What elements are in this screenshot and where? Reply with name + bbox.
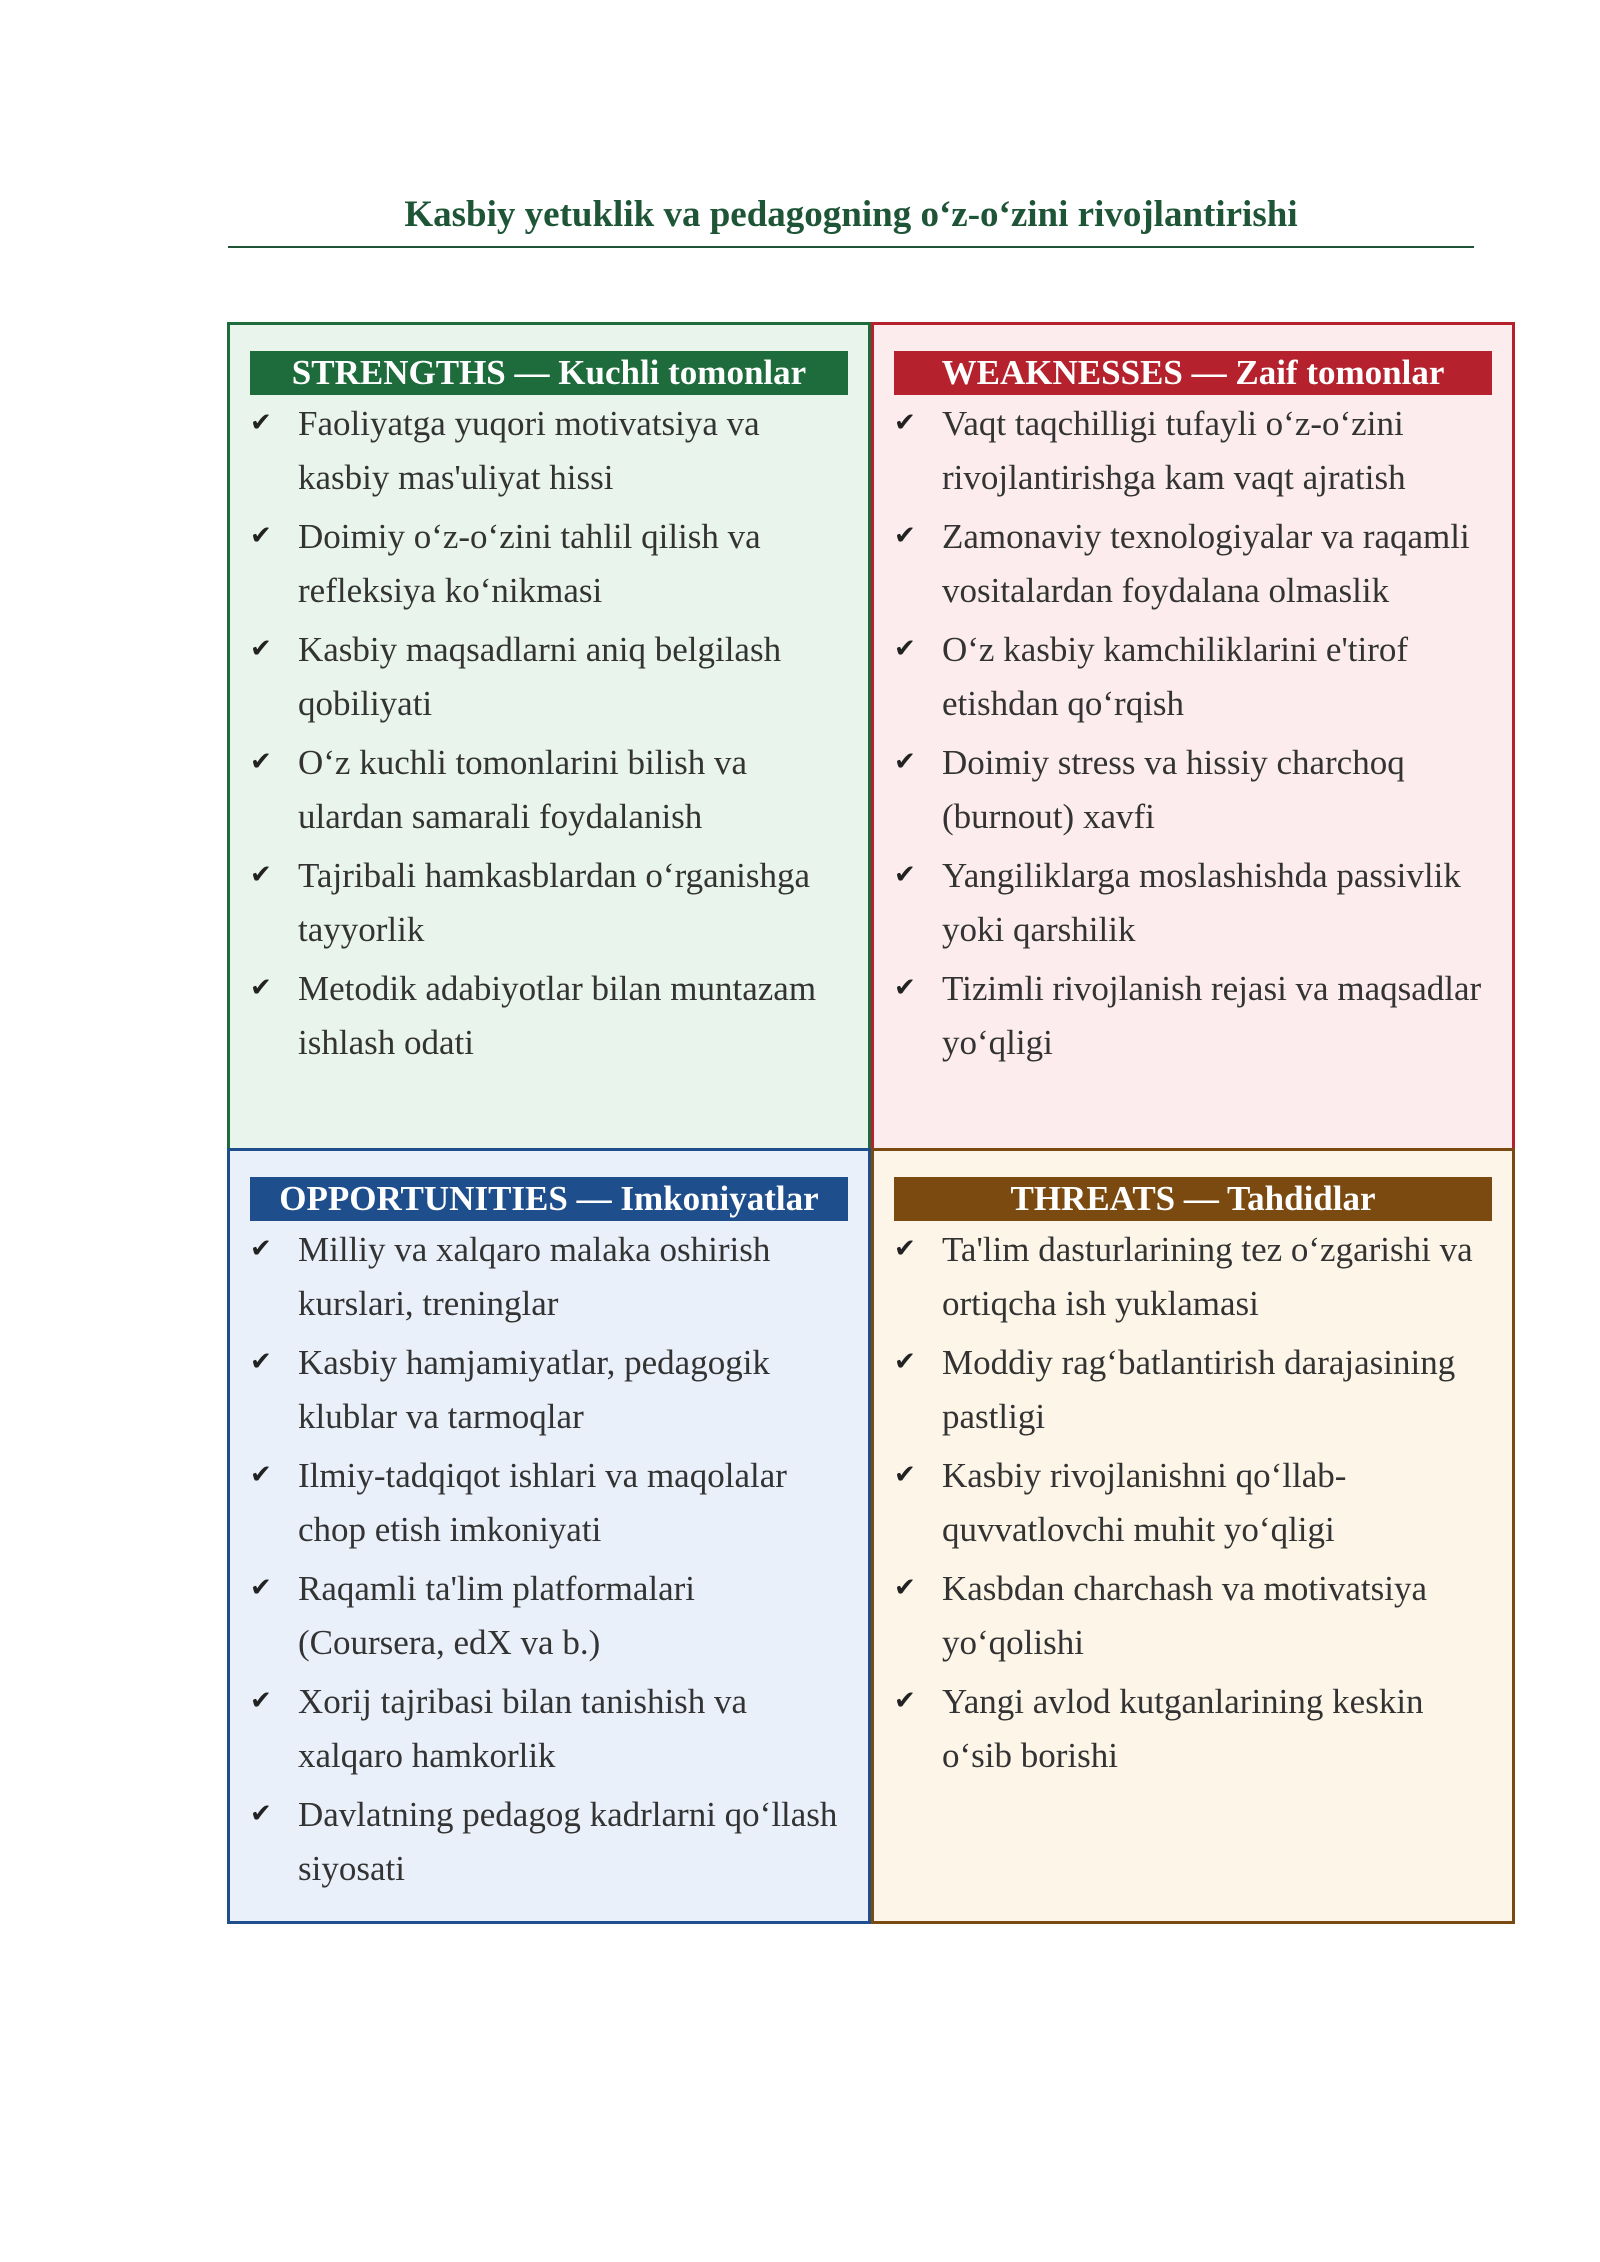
check-icon: ✔ [250,634,272,664]
check-icon: ✔ [894,1573,916,1603]
list-item [894,397,1492,504]
check-icon: ✔ [894,634,916,664]
list-item [894,1336,1492,1443]
check-icon: ✔ [894,1460,916,1490]
list-item [894,736,1492,843]
check-icon: ✔ [894,1347,916,1377]
list-item-text: Tizimli rivojlanish rejasi va maqsadlar yo‘qligi [942,969,1482,1062]
list-item-text: Ilmiy-tadqiqot ishlari va maqolalar chop etish imkoniyati [298,1456,787,1549]
check-icon: ✔ [250,747,272,777]
list-item-text: Kasbdan charchash va motivatsiya yo‘qolishi [942,1569,1427,1662]
check-icon: ✔ [894,521,916,551]
list-item [250,397,848,504]
weaknesses-heading: WEAKNESSES — Zaif tomonlar [894,351,1492,395]
check-icon: ✔ [894,1234,916,1264]
list-item [894,1449,1492,1556]
list-item-text: Vaqt taqchilligi tufayli o‘z-o‘zini rivojlantirishga kam vaqt ajratish [942,404,1406,497]
list-item [250,849,848,956]
list-item-text: Ta'lim dasturlarining tez o‘zgarishi va ortiqcha ish yuklamasi [942,1230,1473,1323]
check-icon: ✔ [250,1234,272,1264]
list-item-text: Xorij tajribasi bilan tanishish va xalqaro hamkorlik [298,1682,748,1775]
list-item-text: O‘z kasbiy kamchiliklarini e'tirof etishdan qo‘rqish [942,630,1409,723]
check-icon: ✔ [250,973,272,1003]
check-icon: ✔ [250,521,272,551]
check-icon: ✔ [894,408,916,438]
list-item [250,1223,848,1330]
list-item-text: Doimiy stress va hissiy charchoq (burnout) xavfi [942,743,1405,836]
strengths-heading: STRENGTHS — Kuchli tomonlar [250,351,848,395]
threats-quadrant [871,1148,1515,1924]
list-item [250,736,848,843]
opportunities-list [250,1223,848,1895]
list-item-text: Yangi avlod kutganlarining keskin o‘sib borishi [942,1682,1424,1775]
opportunities-quadrant [227,1148,871,1924]
weaknesses-list [894,397,1492,1069]
check-icon: ✔ [250,1347,272,1377]
threats-list [894,1223,1492,1782]
list-item [894,1675,1492,1782]
opportunities-heading: OPPORTUNITIES — Imkoniyatlar [250,1177,848,1221]
strengths-list [250,397,848,1069]
list-item [250,962,848,1069]
list-item-text: Metodik adabiyotlar bilan muntazam ishlash odati [298,969,817,1062]
list-item-text: Zamonaviy texnologiyalar va raqamli vositalardan foydalana olmaslik [942,517,1470,610]
list-item [250,1675,848,1782]
list-item-text: Yangiliklarga moslashishda passivlik yoki qarshilik [942,856,1461,949]
list-item-text: Milliy va xalqaro malaka oshirish kurslari, treninglar [298,1230,771,1323]
title-underline [228,246,1474,248]
list-item [894,962,1492,1069]
check-icon: ✔ [250,1799,272,1829]
check-icon: ✔ [250,408,272,438]
list-item [894,1223,1492,1330]
list-item-text: Raqamli ta'lim platformalari (Coursera, edX va b.) [298,1569,696,1662]
list-item [250,1562,848,1669]
list-item-text: O‘z kuchli tomonlarini bilish va ulardan samarali foydalanish [298,743,748,836]
list-item-text: Kasbiy maqsadlarni aniq belgilash qobiliyati [298,630,782,723]
list-item-text: Kasbiy rivojlanishni qo‘llab-quvvatlovchi muhit yo‘qligi [942,1456,1347,1549]
list-item-text: Tajribali hamkasblardan o‘rganishga tayyorlik [298,856,811,949]
list-item [250,1788,848,1895]
list-item [894,849,1492,956]
list-item [894,623,1492,730]
list-item [250,510,848,617]
list-item-text: Moddiy rag‘batlantirish darajasining pastligi [942,1343,1456,1436]
list-item-text: Kasbiy hamjamiyatlar, pedagogik klublar va tarmoqlar [298,1343,770,1436]
list-item [894,1562,1492,1669]
weaknesses-quadrant [871,322,1515,1151]
check-icon: ✔ [250,860,272,890]
list-item [894,510,1492,617]
check-icon: ✔ [894,747,916,777]
strengths-quadrant [227,322,871,1151]
list-item-text: Faoliyatga yuqori motivatsiya va kasbiy mas'uliyat hissi [298,404,760,497]
list-item [250,1449,848,1556]
check-icon: ✔ [250,1686,272,1716]
document-title: Kasbiy yetuklik va pedagogning o‘z-o‘zini rivojlantirishi [404,194,1298,235]
check-icon: ✔ [894,973,916,1003]
list-item [250,623,848,730]
check-icon: ✔ [894,860,916,890]
list-item-text: Doimiy o‘z-o‘zini tahlil qilish va refleksiya ko‘nikmasi [298,517,761,610]
check-icon: ✔ [894,1686,916,1716]
list-item [250,1336,848,1443]
check-icon: ✔ [250,1573,272,1603]
list-item-text: Davlatning pedagog kadrlarni qo‘llash siyosati [298,1795,838,1888]
check-icon: ✔ [250,1460,272,1490]
threats-heading: THREATS — Tahdidlar [894,1177,1492,1221]
